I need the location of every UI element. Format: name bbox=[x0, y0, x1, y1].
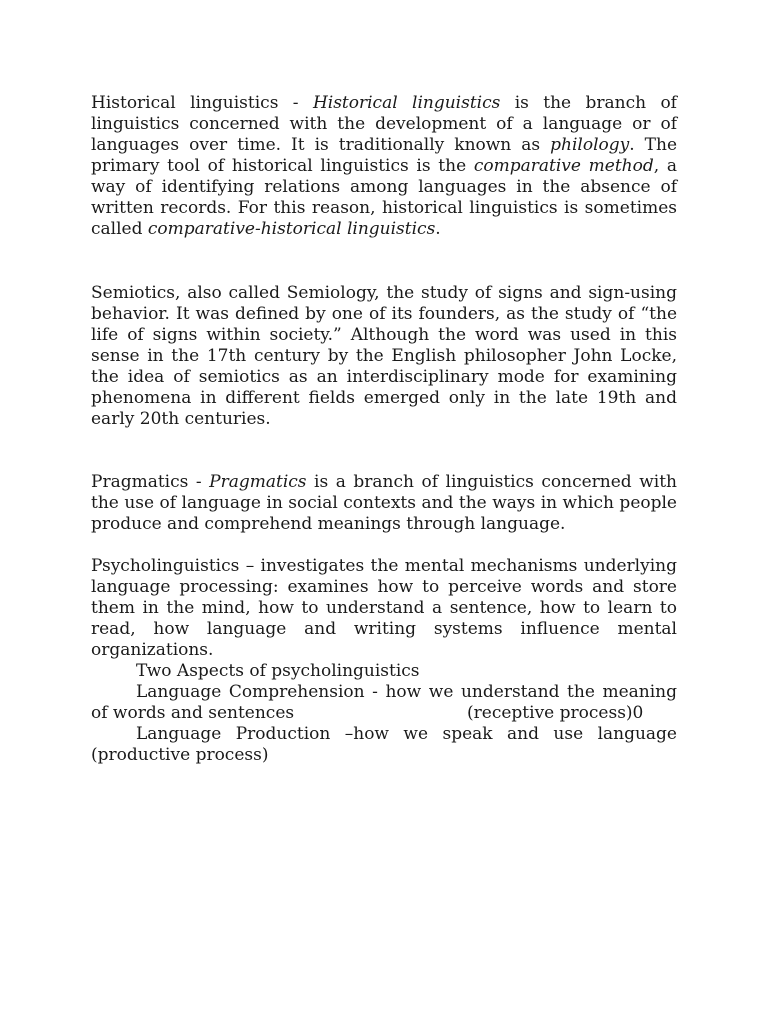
semiotics-paragraph bbox=[91, 283, 677, 430]
pragmatics-term: Pragmatics bbox=[91, 472, 189, 492]
historical-dash: - bbox=[278, 93, 313, 113]
historical-linguistics-paragraph bbox=[91, 93, 677, 240]
pragmatics-term-italic: Pragmatics bbox=[209, 472, 307, 492]
philology-term: philology bbox=[550, 135, 630, 155]
historical-text-b: . The primary tool of historical linguistics is the bbox=[91, 135, 678, 176]
historical-term: Historical linguistics bbox=[91, 93, 279, 113]
comparative-method-term: comparative method bbox=[473, 156, 654, 176]
pragmatics-dash: - bbox=[188, 472, 210, 492]
psycholinguistics-text: Psycholinguistics – investigates the mental mechanisms underlying language processing: examines how to perceive words and store them in the mind, how to understand a sentence, how to learn to read, how language and writing systems influence mental organizations. bbox=[91, 556, 677, 660]
historical-text-c: , a way of identifying relations among languages in the absence of written records. For this reason, historical linguistics is sometimes called bbox=[91, 156, 678, 239]
historical-text-d: . bbox=[435, 219, 441, 239]
pragmatics-paragraph bbox=[91, 472, 677, 535]
pragmatics-text: is a branch of linguistics concerned with the use of language in social contexts and the ways in which people produce and comprehend meanings through language. bbox=[91, 472, 677, 534]
comparative-historical-term: comparative-historical linguistics bbox=[147, 219, 436, 239]
semiotics-text: Semiotics, also called Semiology, the study of signs and sign-using behavior. It was defined by one of its founders, as the study of “the life of signs within society.” Although the word was used in this sense in the 17th century by the English philosopher John Locke, the idea of semiotics as an interdisciplinary mode for examining phenomena in different fields emerged only in the late 19th and early 20th centuries. bbox=[91, 283, 677, 429]
comprehension-item: Language Comprehension - how we understand the meaning of words and sentences (receptive process)0 bbox=[91, 682, 677, 723]
aspects-heading: Two Aspects of psycholinguistics bbox=[136, 661, 420, 681]
production-item: Language Production –how we speak and use language (productive process) bbox=[91, 724, 677, 765]
historical-text-a: is the branch of linguistics concerned with the development of a language or of languages over time. It is traditionally known as bbox=[91, 93, 677, 155]
historical-term-italic: Historical linguistics bbox=[312, 93, 501, 113]
psycholinguistics-section bbox=[91, 556, 677, 766]
